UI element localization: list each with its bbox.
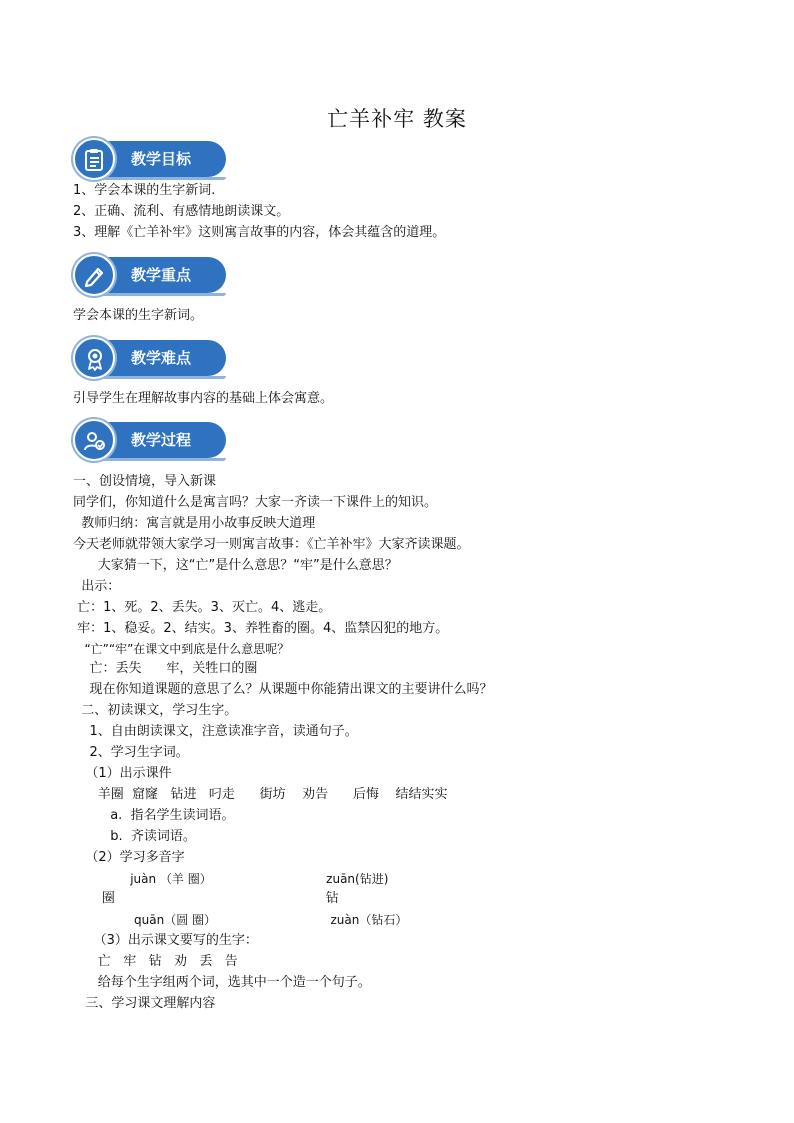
key-point-text: 学会本课的生字新词。: [73, 308, 204, 323]
process-line: 同学们，你知道什么是寓言吗？大家一齐读一下课件上的知识。: [73, 495, 438, 510]
process-line: “亡”“牢”在课文中到底是什么意思呢？: [73, 642, 290, 656]
section-banner-difficulty: [73, 337, 228, 379]
process-line: 1、自由朗读课文，注意读准字音，读通句子。: [73, 724, 358, 739]
section-label: 教学难点: [131, 349, 192, 367]
section-banner-process: [73, 419, 228, 461]
page-title: 亡羊补牢 教案: [327, 107, 467, 131]
process-line: 2、学习生字词。: [73, 745, 189, 760]
process-line: a. 指名学生读词语。: [73, 808, 235, 823]
objective-item: 2、正确、流利、有感情地朗读课文。: [73, 204, 290, 219]
process-line: 一、创设情境，导入新课: [73, 474, 217, 489]
section-label: 教学过程: [131, 431, 192, 449]
section-label: 教学目标: [131, 150, 192, 168]
process-line: 亡：丢失 牢，关牲口的圈: [73, 661, 258, 676]
users-group-icon: [83, 429, 107, 453]
objective-item: 1、学会本课的生字新词.: [73, 183, 216, 198]
process-line: quān（圆 圈） zuàn（钻石）: [73, 913, 408, 927]
pencil-icon: [83, 264, 107, 288]
award-ribbon-icon: [83, 347, 107, 371]
process-line: b. 齐读词语。: [73, 829, 196, 844]
process-line: （1）出示课件: [73, 766, 172, 781]
process-line: （3）出示课文要写的生字：: [73, 933, 258, 948]
process-line: 大家猜一下，这“亡”是什么意思？“牢”是什么意思？: [73, 558, 398, 573]
section-banner-objectives: [73, 138, 228, 180]
process-line: 二、初读课文，学习生字。: [73, 703, 238, 718]
process-line: 现在你知道课题的意思了么？从课题中你能猜出课文的主要讲什么吗？: [73, 682, 493, 697]
process-line: 三、学习课文理解内容: [73, 996, 216, 1011]
clipboard-checklist-icon: [83, 148, 105, 172]
process-line: 圈 钻: [73, 891, 339, 906]
objective-item: 3、理解《亡羊补牢》这则寓言故事的内容，体会其蕴含的道理。: [73, 225, 446, 240]
process-line: （2）学习多音字: [73, 850, 185, 865]
process-line: juàn （羊 圈） zuān(钻进): [73, 872, 389, 886]
process-line: 出示：: [73, 579, 121, 594]
process-line: 教师归纳：寓言就是用小故事反映大道理: [73, 516, 316, 531]
process-line: 亡 牢 钻 劝 丢 告: [73, 954, 238, 969]
difficulty-text: 引导学生在理解故事内容的基础上体会寓意。: [73, 391, 334, 406]
process-line: 今天老师就带领大家学习一则寓言故事：《亡羊补牢》大家齐读课题。: [73, 537, 470, 552]
section-label: 教学重点: [131, 266, 192, 284]
process-line: 给每个生字组两个词，选其中一个造一个句子。: [73, 975, 371, 990]
section-banner-key-point: [73, 254, 228, 296]
process-line: 牢：1、稳妥。2、结实。3、养牲畜的圈。4、监禁囚犯的地方。: [73, 621, 449, 636]
process-line: 亡：1、死。2、丢失。3、灭亡。4、逃走。: [73, 600, 332, 615]
process-line: 羊圈 窟窿 钻进 叼走 街坊 劝告 后悔 结结实实: [73, 787, 448, 802]
